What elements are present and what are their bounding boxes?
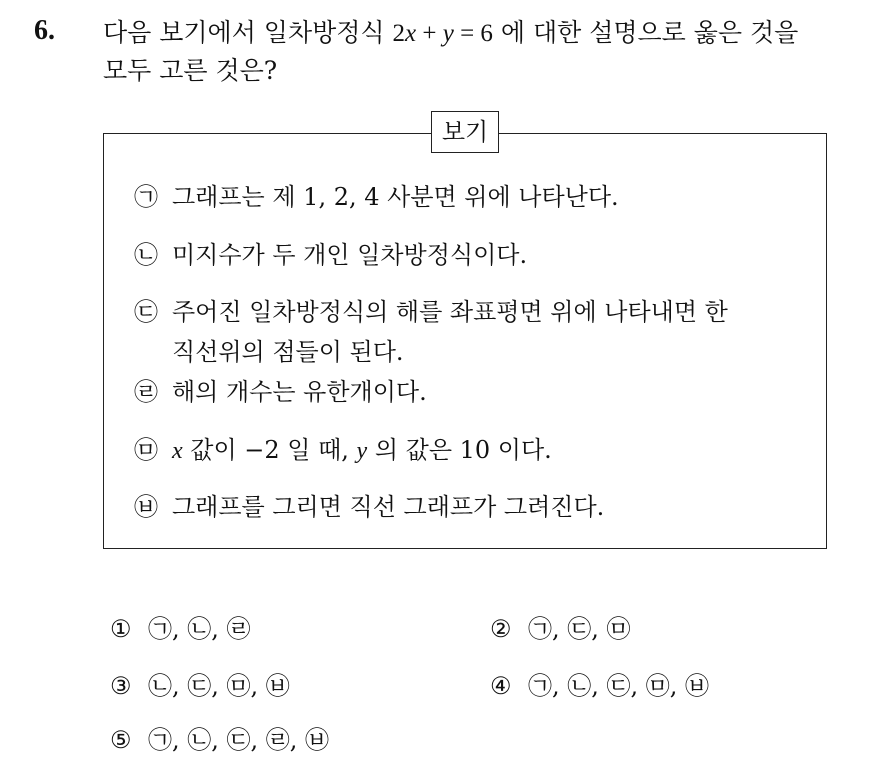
choice-1[interactable] [110, 611, 251, 647]
statement-marker: ㉣ [134, 378, 158, 406]
equation-x: x [405, 20, 417, 47]
bogi-title: 보기 [431, 111, 499, 153]
choice-text: ㉠, ㉡, ㉣ [148, 615, 251, 643]
equation-plus: + [416, 20, 443, 47]
question-text-line1-post: 에 대한 설명으로 옳은 것을 [492, 18, 799, 47]
choice-number: ① [110, 615, 132, 643]
statement-marker: ㉠ [134, 183, 158, 211]
choice-4[interactable] [490, 668, 709, 704]
statement-marker: ㉢ [134, 298, 158, 326]
choice-number: ③ [110, 672, 132, 700]
statement-text-continuation: 직선위의 점들이 된다. [172, 338, 404, 366]
bogi-box [103, 118, 827, 549]
statement-marker: ㉥ [134, 493, 158, 521]
statement-marker: ㉡ [134, 241, 158, 269]
choice-number: ⑤ [110, 726, 132, 754]
statement-text: 그래프를 그리면 직선 그래프가 그려진다. [172, 493, 605, 521]
variable-x: x [172, 438, 183, 464]
variable-y: y [356, 438, 368, 464]
equation-y: y [442, 20, 454, 47]
choice-2[interactable] [490, 611, 631, 647]
statement-giyeok [134, 177, 619, 217]
equation-coefficient: 2 [392, 20, 405, 47]
choice-text: ㉠, ㉡, ㉢, ㉣, ㉥ [148, 726, 330, 754]
equation-rest: = 6 [453, 20, 493, 47]
statement-text: 주어진 일차방정식의 해를 좌표평면 위에 나타내면 한 [172, 298, 728, 326]
choice-text: ㉡, ㉢, ㉤, ㉥ [148, 672, 290, 700]
question-text-line2: 모두 고른 것은? [103, 56, 278, 85]
statement-text: 그래프는 제 1, 2, 4 사분면 위에 나타난다. [172, 183, 619, 211]
statement-text-part2: 의 값은 10 이다. [367, 436, 552, 464]
statement-marker: ㉤ [134, 436, 158, 464]
statement-mieum [134, 430, 552, 471]
question-text-line1-pre: 다음 보기에서 일차방정식 [103, 18, 393, 47]
question-stem [103, 14, 873, 89]
statement-nieun [134, 235, 527, 275]
statement-rieul [134, 372, 427, 412]
choice-number: ② [490, 615, 512, 643]
statement-text-part1: 값이 −2 일 때, [182, 436, 357, 464]
statement-text: 미지수가 두 개인 일차방정식이다. [172, 241, 528, 269]
statement-digeut [134, 292, 728, 372]
choice-text: ㉠, ㉢, ㉤ [528, 615, 631, 643]
statement-text: 해의 개수는 유한개이다. [172, 378, 427, 406]
choice-number: ④ [490, 672, 512, 700]
statement-bieup [134, 487, 604, 527]
choice-3[interactable] [110, 668, 290, 704]
question-number: 6. [34, 15, 55, 46]
choice-5[interactable] [110, 722, 329, 758]
choice-text: ㉠, ㉡, ㉢, ㉤, ㉥ [528, 672, 710, 700]
